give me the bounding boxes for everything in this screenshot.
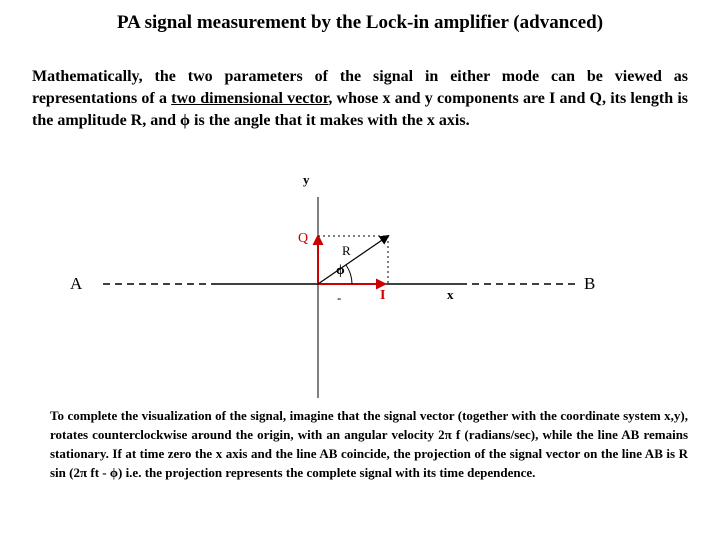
pi-symbol-2: π [79,465,88,480]
label-phi: ϕ [336,263,345,278]
explanation-text-3: ft - [87,465,110,480]
explanation-paragraph [50,406,688,482]
explanation-text-1: To complete the visualization of the signal, imagine that the signal vector (together with the coordinate system x,y), rotates counterclockwise around the origin, with an angular velocity 2 [50,408,688,442]
explanation-text-2: f (radians/sec), while the line AB remains stationary. If at time zero the x axis and the line AB coincide, the projection of the signal vector on the line AB is R sin (2 [50,427,689,480]
signal-vector-r [318,236,388,284]
intro-text-2: , whose x and y components are I and Q, its length is the amplitude R, and [32,90,688,129]
two-dimensional-vector-text: two dimensional vector [171,90,329,107]
label-y: y [303,172,310,187]
page-title: PA signal measurement by the Lock-in amplifier (advanced) [116,12,604,33]
label-i: I [380,288,386,303]
intro-text-3: is the angle that it makes with the x axis. [190,112,470,129]
angle-arc [346,265,352,284]
phi-symbol-2: ϕ [109,465,118,480]
intro-text-1: Mathematically, the two parameters of the signal in either mode can be viewed as representations of a [32,68,688,107]
explanation-text-4: ) i.e. the projection represents the complete signal with its time dependence. [117,465,536,480]
phi-symbol: ϕ [180,112,191,129]
label-a: A [70,274,83,293]
pi-symbol-1: π [444,427,452,442]
label-q: Q [298,231,309,246]
label-r: R [342,243,351,258]
label-x: x [447,287,454,302]
label-b: B [584,274,596,293]
label-minus: - [337,290,342,305]
